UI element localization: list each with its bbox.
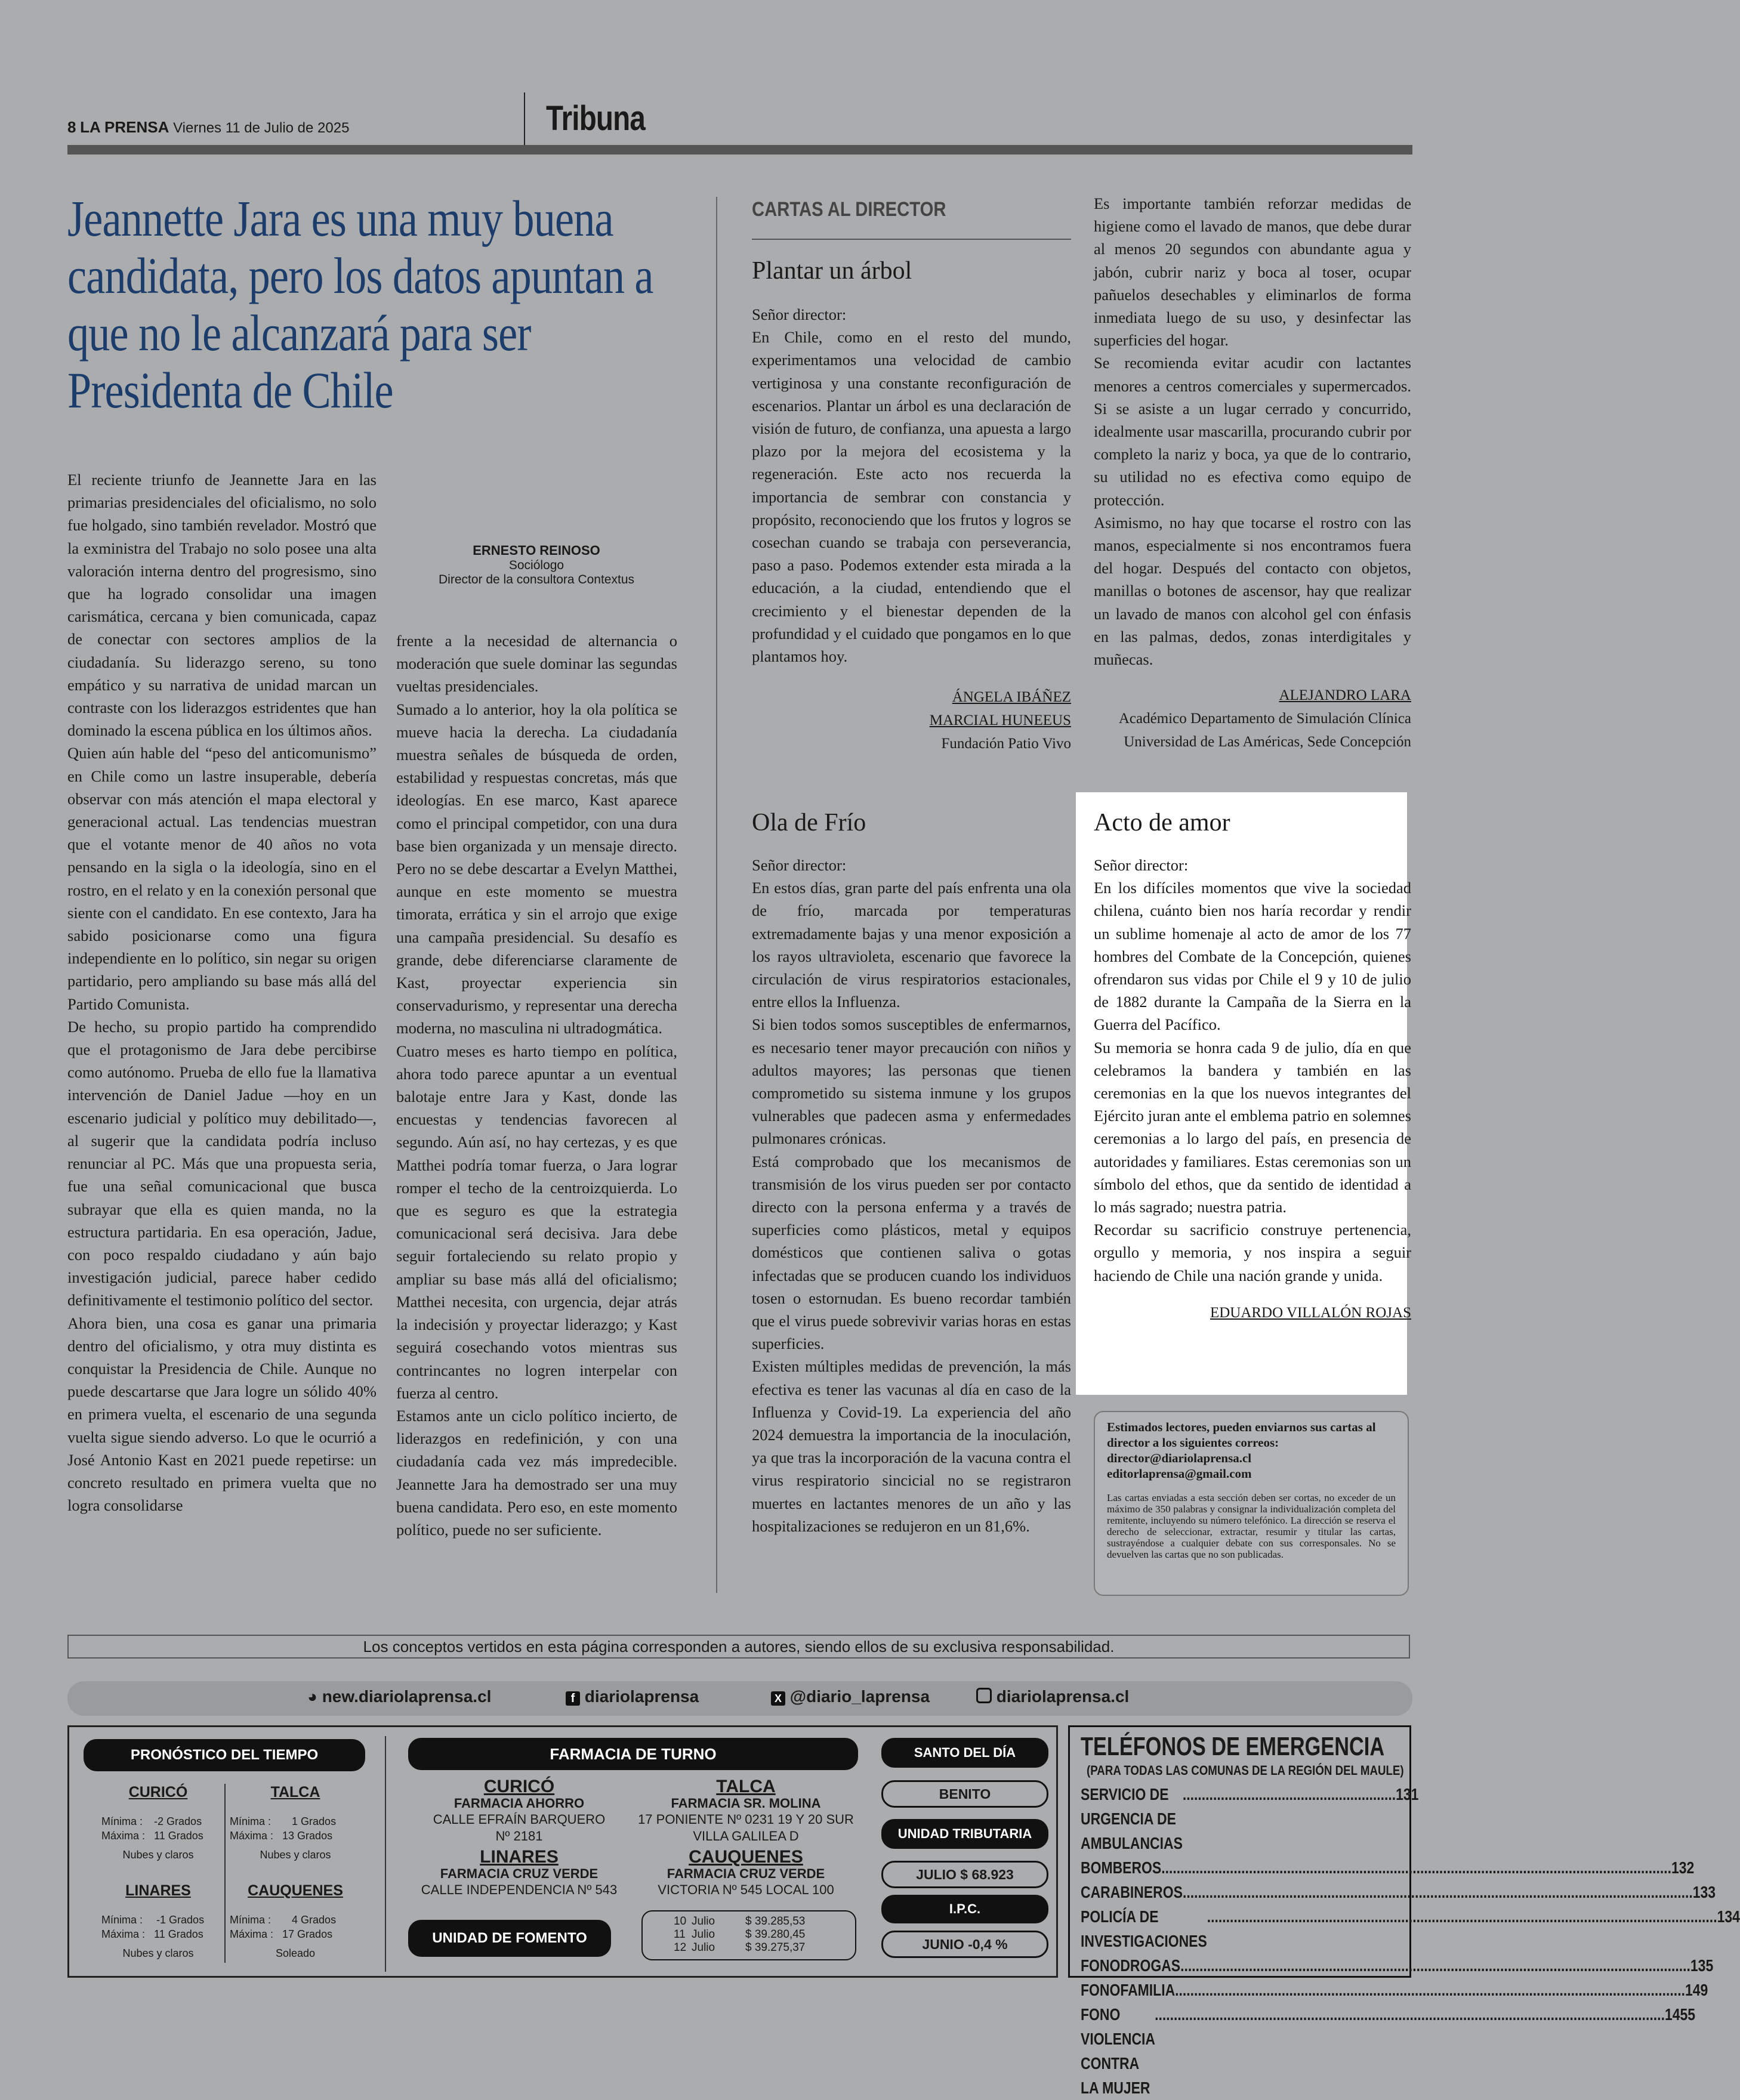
paragraph: En estos días, gran parte del país enfrenta una ola de frío, marcada por temperaturas extremadamente bajas y una menor exposición a los rayos ultravioleta, escenario que favorece la circulación de virus respiratorios estacionales, entre ellos la Influenza. [752, 879, 1071, 1011]
letter-ola-de-frio-continued [1094, 192, 1411, 753]
paragraph: Su memoria se honra cada 9 de julio, día en que celebramos la bandera y también en las ceremonias en la que los nuevos integrantes del Ejército juran ante el emblema patrio en solemnes ceremonias a lo largo del país, en presencia de autoridades y familiares. Estas ceremonias son un símbolo del ethos, que da sentido de identidad a lo más sagrado; nuestra patria. [1094, 1038, 1411, 1216]
info-text: Las cartas enviadas a esta sección deben ser cortas, no exceder de un máximo de 350 palabras y consignar la individualización completa del remitente, incluyendo su número telefónico. La dirección se reserva el derecho de seleccionar, extractar, resumir y titular las cartas, sustrayéndose a cualquier debate con sus corresponsales. No se devuelven las cartas que no son publicadas. [1107, 1492, 1396, 1560]
paragraph: En los difíciles momentos que vive la sociedad chilena, cuánto bien nos haría recordar y rendir un sublime homenaje al acto de amor de los 77 hombres del Combate de la Concepción, quienes ofrendaron sus vidas por Chile el 9 y 10 de julio de 1882 durante la Campaña de la Sierra en la Guerra del Pacífico. [1094, 879, 1411, 1034]
letter-title: Plantar un árbol [752, 257, 912, 285]
signer-org: Universidad de Las Américas, Sede Concepción [1124, 734, 1411, 751]
page-header [67, 118, 349, 137]
paragraph: Existen múltiples medidas de prevención, la más efectiva es tener las vacunas al día en caso de la Influenza y Covid-19. La experiencia del año 2024 demuestra la importancia de la inoculación, ya que tras la incorporación de la vacuna contra el virus respiratorio sincicial no se registraron muertes en lactantes menores de un año y las hospitalizaciones se redujeron en un 81,6%. [752, 1357, 1071, 1535]
social-facebook[interactable] [566, 1687, 699, 1706]
uf-row: 12 Julio $ 39.275,37 [674, 1941, 806, 1954]
web-link: new.diariolaprensa.cl [322, 1687, 492, 1706]
weather-title: PRONÓSTICO DEL TIEMPO [84, 1739, 365, 1771]
letters-section-title: CARTAS AL DIRECTOR [752, 198, 946, 221]
byline [396, 543, 677, 587]
emergency-row: POLICÍA DE INVESTIGACIONES ...................................................................................................................................... 134 [1081, 1907, 1740, 1950]
paragraph: Cuatro meses es harto tiempo en política, ahora todo parece apuntar a un eventual balotaje entre Jara y Kast, donde las encuestas y tendencias favorecen al segundo. Aún así, no hay certezas, y es que Matthei podría tomar fuerza, o Jara lograr romper el techo de la centroizquierda. Lo que es seguro es que la estrategia comunicacional será decisiva. Jara debe seguir fortaleciendo su relato propio y ampliar su base más allá del oficialismo; Matthei necesita, con urgencia, dejar atrás la indecisión y proyectar liderazgo; y Kast seguirá cosechando votos mientras sus contrincantes no logren interpelar con fuerza al centro. [396, 1042, 677, 1402]
column-divider [716, 197, 717, 1593]
pharmacy-linares: LINARES FARMACIA CRUZ VERDE CALLE INDEPENDENCIA Nº 543 [421, 1847, 618, 1897]
header-rule [67, 145, 1412, 155]
author-affiliation: Director de la consultora Contextus [439, 573, 634, 586]
ipc-value: JUNIO -0,4 % [881, 1931, 1048, 1958]
uf-row: 10 Julio $ 39.285,53 [674, 1915, 806, 1928]
paragraph: Se recomienda evitar acudir con lactantes menores a centros comerciales y supermercados. Si se asiste a un lugar cerrado y concurrido, idealmente usar mascarilla, procurando cubrir por completo la nariz y boca, ya que de lo contrario, su utilidad no es efectiva como equipo de protección. [1094, 354, 1411, 509]
section-name: Tribuna [546, 99, 646, 138]
instagram-icon [976, 1688, 992, 1703]
paragraph: El reciente triunfo de Jeannette Jara en las primarias presidenciales del oficialismo, no solo fue holgado, sino también revelador. Mostró que la exministra del Trabajo no solo posee una alta valoración interna dentro del progresismo, sino que ha logrado consolidar una imagen carismática, cercana y bien comunicada, capaz de conectar con sectores amplios de la ciudadanía. Su liderazgo sereno, su tono empático y su narrativa de unidad marcan un contraste con los liderazgos estridentes que han dominado la escena pública en los últimos años. [67, 471, 377, 740]
paragraph: De hecho, su propio partido ha comprendido que el protagonismo de Jara debe percibirse como autónomo. Prueba de ello fue la llamativa intervención de Daniel Jadue —hoy en un escenario judicial y político muy debilitado—, al sugerir que la candidata podría incluso renunciar al PC. Más que una propuesta seria, fue una señal comunicacional que busca subrayar que ella es quien manda, no la estructura partidaria. En esa operación, Jadue, con poco respaldo ciudadano y aún bajo investigación judicial, parece haber cedido definitivamente el testimonio político del sector. [67, 1017, 377, 1310]
email-link[interactable]: editorlaprensa@gmail.com [1107, 1466, 1252, 1481]
uf-label: UNIDAD DE FOMENTO [408, 1920, 611, 1957]
letter-acto-de-amor [1094, 808, 1411, 1324]
paragraph: Recordar su sacrificio construye pertenencia, orgullo y memoria, y nos inspira a seguir haciendo de Chile una nación grande y unida. [1094, 1221, 1411, 1284]
emergency-row: BOMBEROS ...................................................................................................................................... 132 [1081, 1858, 1695, 1877]
emergency-title: TELÉFONOS DE EMERGENCIA [1081, 1732, 1385, 1761]
paragraph: Quien aún hable del “peso del anticomunismo” en Chile como un lastre insuperable, debería observar con más atención el mapa electoral y generacional actual. Las tendencias muestran que el votante menor de 40 años no vota pensando en la sigla o la ideología, sino en el rostro, en el relato y en la conexión personal que siente con el candidato. En ese contexto, Jara ha sabido posicionarse como una figura independiente en lo político, sin negar su origen partidario, pero ampliando su base más allá del Partido Comunista. [67, 744, 377, 1013]
x-icon: X [771, 1691, 785, 1706]
paragraph: Está comprobado que los mecanismos de transmisión de los virus pueden ser por contacto directo con la persona enferma y a través de superficies como plásticos, metal y equipos domésticos que contienen saliva o gotas infectadas que se producen cuando los individuos tosen o estornudan. Es bueno recordar también que el virus puede sobrevivir varias horas en estas superficies. [752, 1152, 1071, 1353]
letter-plantar-un-arbol [752, 257, 1071, 755]
issue-date: Viernes 11 de Julio de 2025 [173, 120, 350, 136]
paragraph: Estamos ante un ciclo político incierto, de liderazgos en redefinición, y con una ciudadanía cada vez más impredecible. Jeannette Jara ha demostrado ser una muy buena candidata. Pero eso, en este momento político, puede no ser suficiente. [396, 1406, 677, 1539]
email-link[interactable]: director@diariolaprensa.cl [1107, 1451, 1252, 1465]
letters-rule [752, 239, 1071, 240]
paragraph: Asimismo, no hay que tocarse el rostro con las manos, especialmente si nos encontramos fuera del hogar. Después del contacto con objetos, manillas o botones de ascensor, hay que realizar un lavado de manos con alcohol gel con énfasis en las palmas, dedos, zonas interdigitales y muñecas. [1094, 513, 1411, 669]
column-text-1 [67, 468, 377, 1517]
weather-curico: CURICÓ Mínima : -2 Grados Máxima : 11 Grados Nubes y claros [101, 1784, 203, 1861]
signer-org: Fundación Patio Vivo [941, 736, 1071, 752]
uf-row: 11 Julio $ 39.280,45 [674, 1928, 806, 1941]
pharmacy-talca: TALCA FARMACIA SR. MOLINA 17 PONIENTE Nº 0231 19 Y 20 SUR VILLA GALILEA D [638, 1777, 854, 1843]
emergency-row: SERVICIO DE URGENCIA DE AMBULANCIAS ........................................................ 131 [1081, 1785, 1419, 1852]
instagram-handle: diariolaprensa.cl [996, 1687, 1130, 1706]
paragraph: En Chile, como en el resto del mundo, experimentamos una velocidad de cambio vertiginosa y una constante reconfiguración de escenarios. Plantar un árbol es una declaración de visión de futuro, de confianza, una apuesta a largo plazo por la mejora del ecosistema y la regeneración. Este acto nos recuerda la importancia de sembrar con constancia y propósito, reconociendo que los frutos y logros se cosechan cuando se trabaja con perseverancia, paso a paso. Podemos extender esta mirada a la educación, a la ciudad, entendiendo que el crecimiento y el bienestar dependen de la profundidad y el cuidado que pongamos en lo que plantamos hoy. [752, 328, 1071, 666]
header-separator [524, 92, 525, 146]
paper-name: LA PRENSA [80, 118, 169, 136]
page-number: 8 [67, 118, 76, 136]
info-header: Estimados lectores, pueden enviarnos sus cartas al director a los siguientes correos: [1107, 1420, 1376, 1450]
signer-role: Académico Departamento de Simulación Clínica [1118, 711, 1411, 727]
salutation: Señor director: [752, 856, 847, 874]
x-handle: @diario_laprensa [789, 1687, 930, 1706]
social-bar [67, 1681, 1412, 1716]
paragraph: Sumado a lo anterior, hoy la ola política se mueve hacia la derecha. La ciudadanía muestra señales de búsqueda de orden, estabilidad y respuestas concretas, más que ideologías. En ese marco, Kast aparece como el principal competidor, con una dura base bien organizada y un mensaje directo. Pero no se debe descartar a Evelyn Matthei, aunque en este momento se muestra timorata, errática y sin el arrojo que exige una campaña presidencial. Su desafío es grande, debe diferenciarse claramente de Kast, proyectar experiencia sin conservadurismo, y representar una derecha moderna, no masculina ni ultradogmática. [396, 700, 677, 1037]
pharmacy-curico: CURICÓ FARMACIA AHORRO CALLE EFRAÍN BARQUERO Nº 2181 [433, 1777, 606, 1843]
weather-cauquenes: CAUQUENES Mínima : 4 Grados Máxima : 17 Grados Soleado [230, 1882, 343, 1959]
utm-value: JULIO $ 68.923 [881, 1861, 1048, 1888]
author-name: ERNESTO REINOSO [473, 543, 600, 558]
letter-title: Ola de Frío [752, 809, 866, 836]
emergency-row: FONODROGAS ...................................................................................................................................... 135 [1081, 1956, 1714, 1975]
globe-icon: ◕ [307, 1687, 317, 1706]
facebook-handle: diariolaprensa [584, 1687, 699, 1706]
signer-name: MARCIAL HUNEEUS [929, 712, 1071, 729]
facebook-icon: f [566, 1691, 580, 1706]
pharmacy-title: FARMACIA DE TURNO [408, 1738, 858, 1770]
letter-ola-de-frio [752, 808, 1071, 1537]
emergency-subtitle: (PARA TODAS LAS COMUNAS DE LA REGIÓN DEL MAULE) [1087, 1763, 1404, 1778]
weather-talca: TALCA Mínima : 1 Grados Máxima : 13 Grados Nubes y claros [230, 1784, 337, 1861]
signer-name: ALEJANDRO LARA [1279, 687, 1411, 704]
paragraph: frente a la necesidad de alternancia o moderación que suele dominar las segundas vueltas presidenciales. [396, 632, 677, 696]
ipc-label: I.P.C. [881, 1895, 1048, 1923]
emergency-row: FONO VIOLENCIA CONTRA LA MUJER ...................................................................................................................................... 1455 [1081, 2005, 1696, 2097]
signer-name: ÁNGELA IBÁÑEZ [952, 689, 1071, 706]
letter-title: Acto de amor [1094, 809, 1230, 836]
salutation: Señor director: [1094, 856, 1189, 874]
emergency-row: FONOFAMILIA ...................................................................................................................................... 149 [1081, 1981, 1708, 1999]
santo-label: SANTO DEL DÍA [881, 1738, 1048, 1768]
emergency-row: CARABINEROS ...................................................................................................................................... 133 [1081, 1883, 1716, 1901]
letters-info-box [1094, 1411, 1409, 1596]
author-role: Sociólogo [508, 558, 564, 572]
paragraph: Si bien todos somos susceptibles de enfermarnos, es necesario tener mayor precaución con niños y adultos mayores; las personas que tienen comprometido su sistema inmune y los grupos vulnerables que padecen asma y enfermedades pulmonares crónicas. [752, 1015, 1071, 1148]
emergency-phones [1068, 1725, 1740, 2097]
paragraph: Es importante también reforzar medidas de higiene como el lavado de manos, que debe durar al menos 20 segundos con abundante agua y jabón, cubrir nariz y boca al toser, ocupar pañuelos desechables y eliminarlos de forma inmediata luego de su uso, y desinfectar las superficies del hogar. [1094, 194, 1411, 350]
services-divider [385, 1736, 386, 1972]
paragraph: Ahora bien, una cosa es ganar una primaria dentro del oficialismo, y otra muy distinta es conquistar la Presidencia de Chile. Aunque no puede descartarse que Jara logre un sólido 40% en primera vuelta, el escenario de una segunda vuelta sigue siendo adverso. Lo que le ocurrió a José Antonio Kast en 2021 puede repetirse: un concreto resultado en primera vuelta que no logra consolidarse [67, 1314, 377, 1515]
social-x[interactable] [771, 1687, 930, 1706]
column-text-2 [396, 629, 677, 1541]
column-headline: Jeannette Jara es una muy buena candidata, pero los datos apuntan a que no le alcanzará para ser Presidenta de Chile [67, 190, 653, 419]
social-instagram[interactable] [976, 1687, 1129, 1706]
signer-name: EDUARDO VILLALÓN ROJAS [1210, 1304, 1411, 1321]
utm-label: UNIDAD TRIBUTARIA [881, 1819, 1048, 1849]
uf-table [641, 1910, 856, 1960]
salutation: Señor director: [752, 305, 847, 323]
santo-value: BENITO [881, 1780, 1048, 1808]
disclaimer: Los conceptos vertidos en esta página corresponden a autores, siendo ellos de su exclusiva responsabilidad. [67, 1635, 1410, 1659]
social-web[interactable] [307, 1687, 491, 1706]
pharmacy-cauquenes: CAUQUENES FARMACIA CRUZ VERDE VICTORIA Nº 545 LOCAL 100 [658, 1847, 834, 1897]
weather-linares: LINARES Mínima : -1 Grados Máxima : 11 Grados Nubes y claros [101, 1882, 205, 1959]
